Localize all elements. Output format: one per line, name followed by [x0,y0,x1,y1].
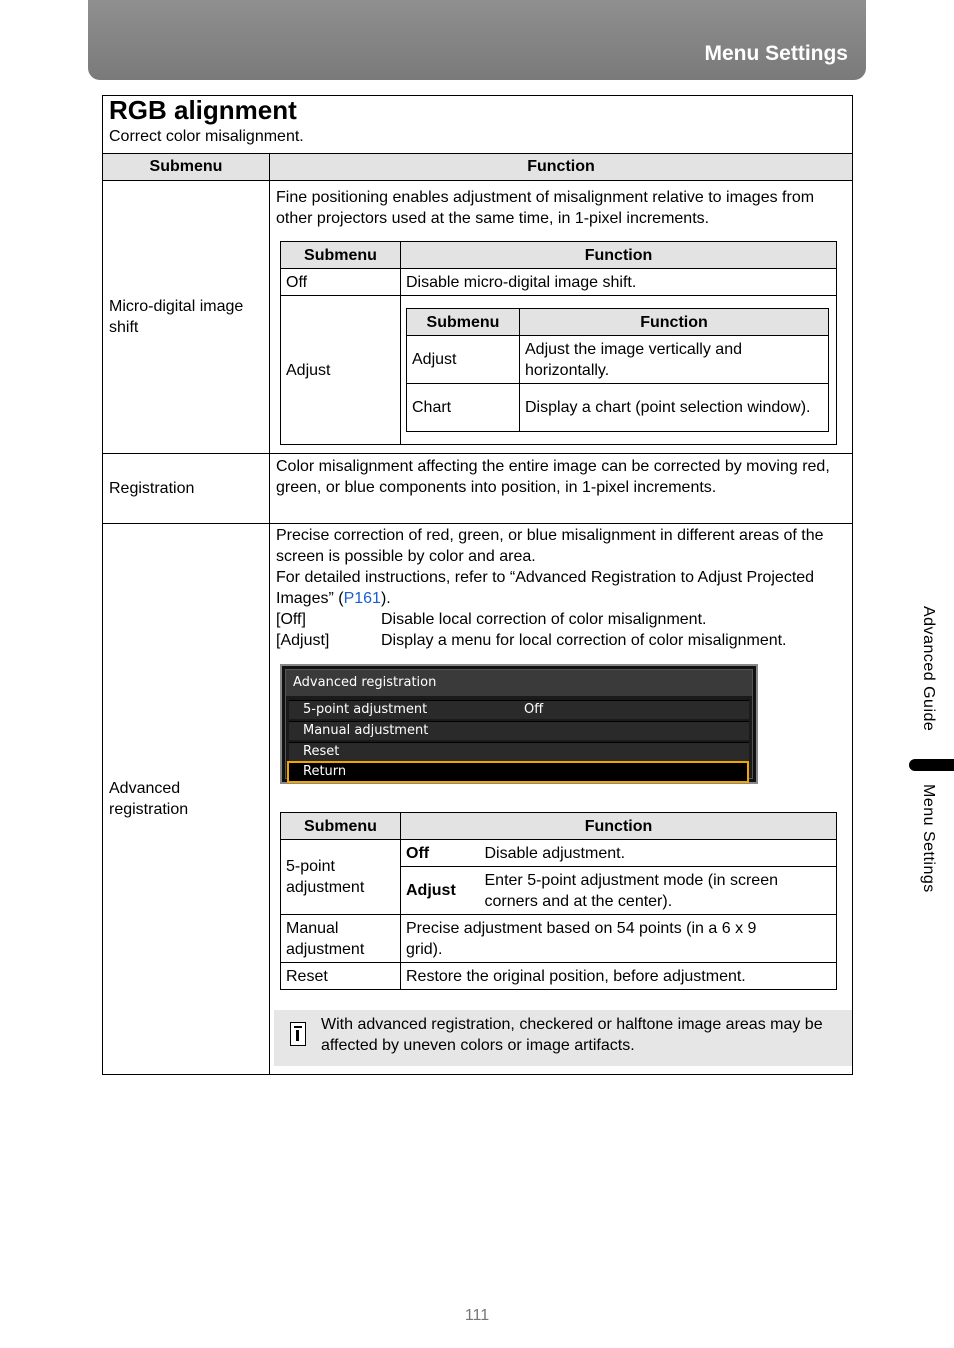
micro-adjust-cell [401,296,837,445]
option-adjust [276,630,847,651]
rgb-alignment-table [102,95,853,1075]
table-row [103,524,853,1075]
adv-header-submenu: Submenu [281,813,401,840]
sidebar-advanced-guide[interactable]: Advanced Guide [920,606,937,732]
option-desc: Display a menu for local correction of color misalignment. [381,632,787,649]
micro-adjust-label: Adjust [281,296,401,445]
screen-item: Manual adjustment [289,721,749,740]
screen-item-value: Off [524,702,544,717]
micro-off-desc: Disable micro-digital image shift. [401,269,837,296]
micro-digital-description: Fine positioning enables adjustment of misalignment relative to images from other projectors used at the same time, in 1-pixel increments. [276,189,815,227]
option-off [276,609,847,630]
sidebar-current-marker [909,759,954,771]
option-key: [Adjust] [276,632,330,649]
function-micro-digital [270,181,853,454]
screen-item: 5-point adjustment Off [289,700,749,719]
screen-item: Reset [289,742,749,761]
function-advanced-registration [270,524,853,1075]
adjust-item-desc: Adjust the image vertically and horizontally. [520,336,829,384]
chart-item-label: Chart [407,384,520,432]
adjust-item-label: Adjust [407,336,520,384]
five-point-off-key: Off [401,840,480,867]
sub2-header-submenu: Submenu [407,309,520,336]
section-header [103,96,853,154]
header-bar [88,0,866,80]
note-text: With advanced registration, checkered or halftone image areas may be affected by uneven colors or image artifacts. [321,1016,823,1054]
five-point-adjust-key: Adjust [401,867,480,915]
option-key: [Off] [276,611,306,628]
manual-desc: Precise adjustment based on 54 points (in a 6 x 9 grid). [401,915,837,963]
page-number: 111 [464,1307,490,1324]
header-title: Menu Settings [704,42,848,65]
column-header-function: Function [270,154,853,181]
advanced-subtable [280,812,837,990]
reference-end: ). [380,590,391,607]
sidebar-menu-settings[interactable]: Menu Settings [920,784,937,893]
screen-title: Advanced registration [286,670,752,696]
table-row [103,454,853,524]
menu-screenshot [280,664,758,784]
reset-label: Reset [281,963,401,990]
table-row [103,181,853,454]
section-subtitle: Correct color misalignment. [109,128,304,145]
function-registration: Color misalignment affecting the entire image can be corrected by moving red, green, or blue components into position, in 1-pixel increments. [270,454,853,524]
five-point-off-desc: Disable adjustment. [480,840,837,867]
column-header-submenu: Submenu [103,154,270,181]
advanced-description: Precise correction of red, green, or blue misalignment in different areas of the screen is possible by color and area. [276,527,824,565]
five-point-label: 5-point adjustment [281,840,401,915]
screen-item-selected: Return [287,761,749,783]
note-icon [290,1022,306,1046]
submenu-registration: Registration [103,454,270,524]
section-title: RGB alignment [109,95,297,125]
reset-desc: Restore the original position, before adjustment. [401,963,837,990]
note-box [274,1010,852,1066]
submenu-micro-digital: Micro-digital image shift [103,181,270,454]
sub-header-function: Function [401,242,837,269]
advanced-reference [276,567,847,609]
manual-label: Manual adjustment [281,915,401,963]
submenu-advanced-registration: Advanced registration [103,524,270,1075]
micro-digital-subtable [280,241,837,445]
reference-text: For detailed instructions, refer to “Advanced Registration to Adjust Projected Images” ( [276,569,815,607]
sub2-header-function: Function [520,309,829,336]
chart-item-desc: Display a chart (point selection window). [520,384,829,432]
sub-header-submenu: Submenu [281,242,401,269]
micro-adjust-subtable [406,308,829,432]
micro-off-label: Off [281,269,401,296]
adv-header-function: Function [401,813,837,840]
page-link[interactable]: P161 [343,590,381,607]
five-point-adjust-desc: Enter 5-point adjustment mode (in screen corners and at the center). [480,867,837,915]
option-desc: Disable local correction of color misalignment. [381,611,707,628]
